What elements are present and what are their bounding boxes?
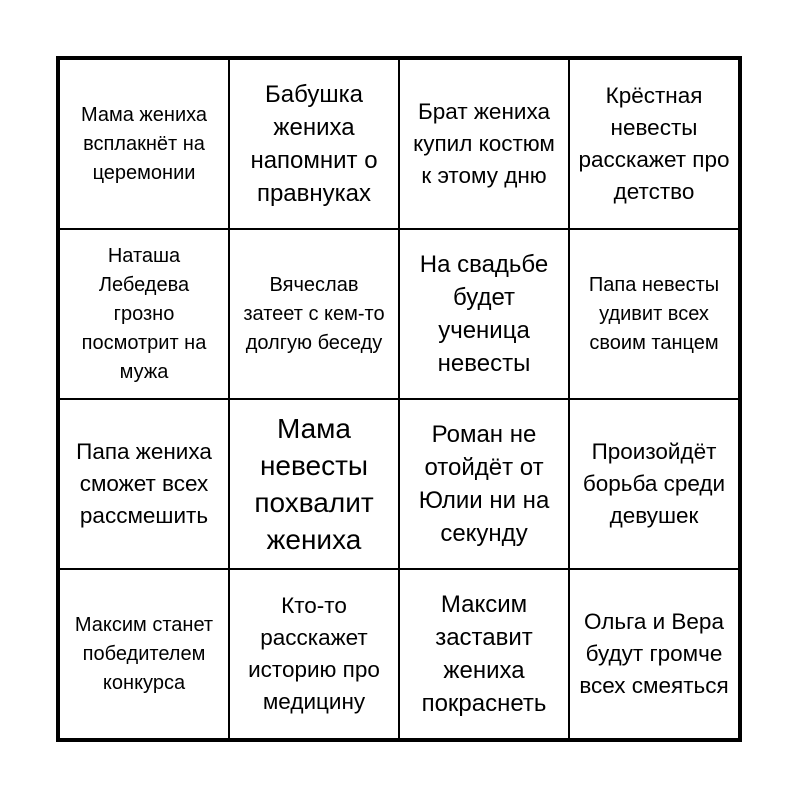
bingo-cell-text: Ольга и Вера будут громче всех смеяться xyxy=(579,609,729,698)
bingo-cell-text: На свадьбе будет ученица невесты xyxy=(419,251,549,377)
bingo-cell[interactable] xyxy=(229,399,399,569)
bingo-cell[interactable] xyxy=(229,229,399,399)
bingo-cell-text: Мама жениха всплакнёт на церемонии xyxy=(80,103,208,184)
bingo-cell[interactable] xyxy=(399,569,569,739)
bingo-cell[interactable] xyxy=(59,399,229,569)
bingo-cell[interactable] xyxy=(399,399,569,569)
bingo-cell-text: Бабушка жениха напомнит о правнуках xyxy=(250,81,378,207)
bingo-cell[interactable] xyxy=(229,59,399,229)
bingo-cell[interactable] xyxy=(399,229,569,399)
bingo-cell[interactable] xyxy=(569,59,739,229)
bingo-cell[interactable] xyxy=(59,229,229,399)
bingo-cell-text: Брат жениха купил костюм к этому дню xyxy=(413,99,555,188)
bingo-cell-text: Вячеслав затеет с кем-то долгую беседу xyxy=(243,273,385,354)
bingo-cell[interactable] xyxy=(569,399,739,569)
bingo-cell[interactable] xyxy=(59,569,229,739)
bingo-board xyxy=(56,56,742,742)
bingo-cell[interactable] xyxy=(569,569,739,739)
bingo-cell-text: Максим заставит жениха покраснеть xyxy=(421,591,547,717)
bingo-cell-text: Крёстная невесты расскажет про детство xyxy=(578,83,730,204)
bingo-cell-text: Произойдёт борьба среди девушек xyxy=(582,439,726,528)
bingo-cell[interactable] xyxy=(229,569,399,739)
bingo-cell-text: Наташа Лебедева грозно посмотрит на мужа xyxy=(81,244,207,383)
bingo-cell-text: Папа жениха сможет всех рассмешить xyxy=(76,439,212,528)
bingo-cell[interactable] xyxy=(569,229,739,399)
bingo-cell-text: Папа невесты удивит всех своим танцем xyxy=(588,273,720,354)
bingo-cell-text: Мама невесты похвалит жениха xyxy=(254,413,374,555)
bingo-cell[interactable] xyxy=(399,59,569,229)
bingo-cell[interactable] xyxy=(59,59,229,229)
bingo-cell-text: Максим станет победителем конкурса xyxy=(74,613,214,694)
bingo-cell-text: Кто-то расскажет историю про медицину xyxy=(248,593,380,714)
bingo-cell-text: Роман не отойдёт от Юлии ни на секунду xyxy=(418,421,550,547)
